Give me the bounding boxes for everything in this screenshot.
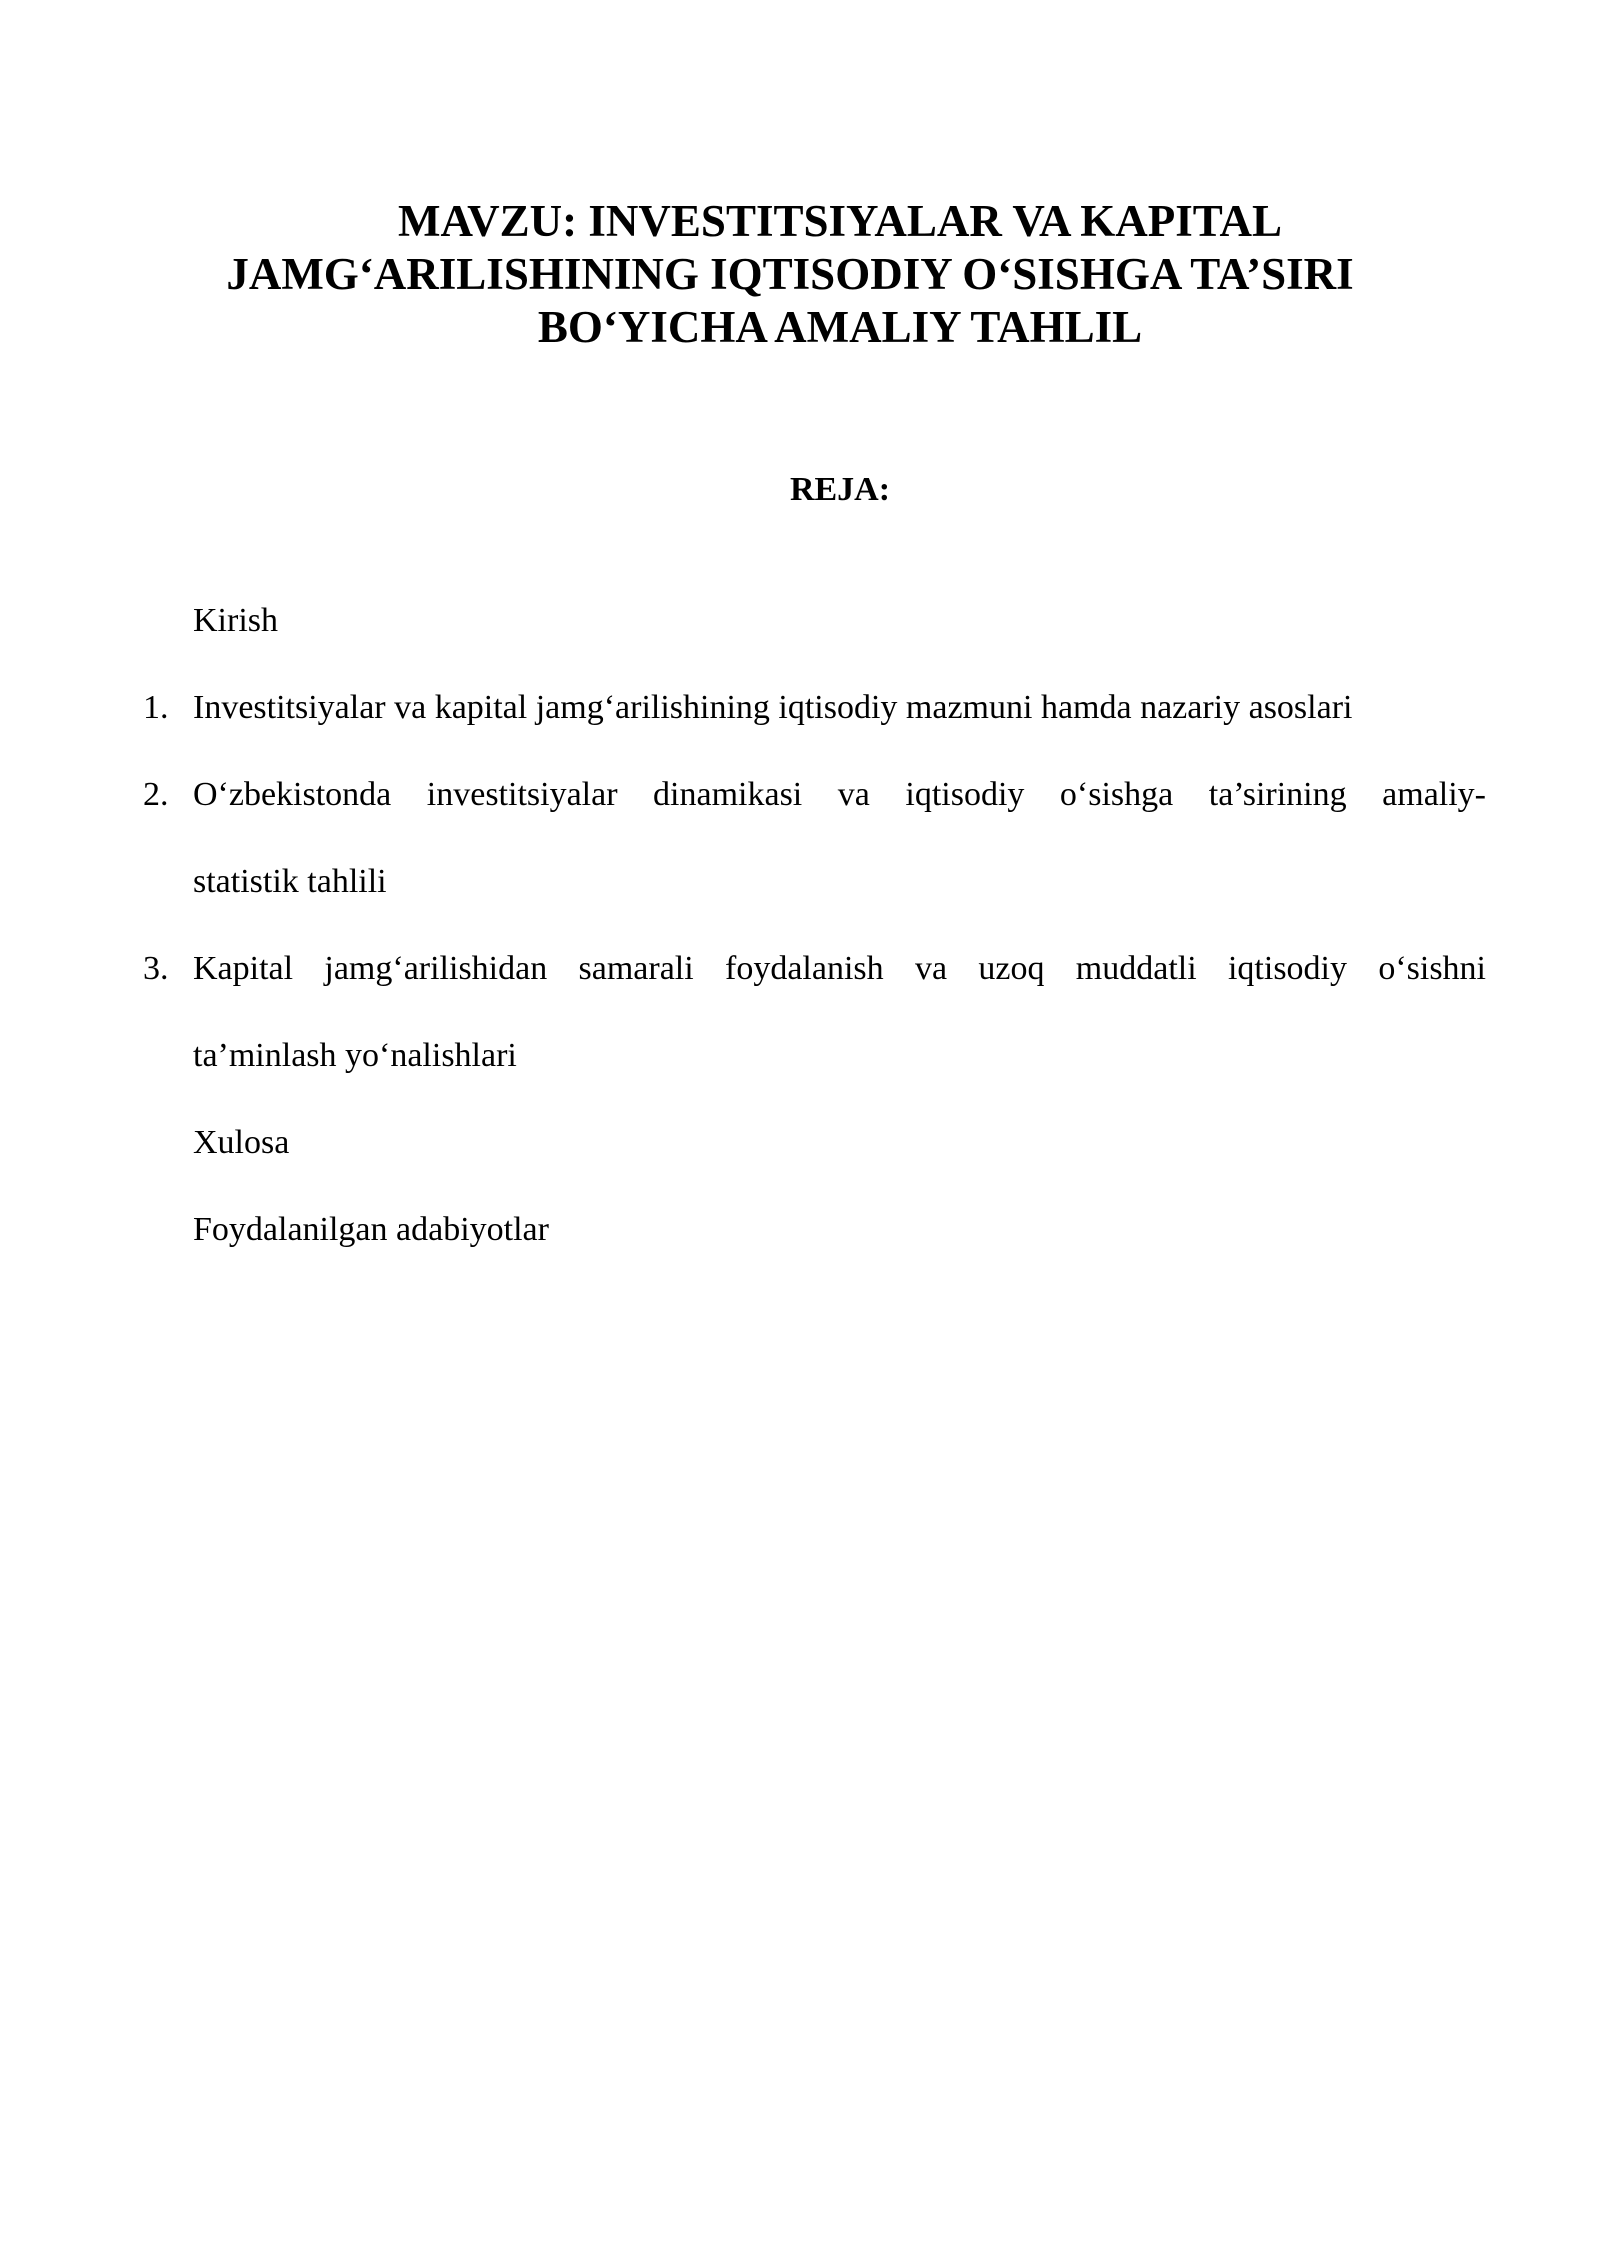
plan-item-3-line-1: Kapital jamg‘arilishidan samarali foydalanish va uzoq muddatli iqtisodiy o‘sishni <box>193 950 1486 987</box>
plan-references: Foydalanilgan adabiyotlar <box>193 1211 549 1248</box>
plan-item-2-line-1: O‘zbekistonda investitsiyalar dinamikasi va iqtisodiy o‘sishga ta’sirining amaliy- <box>193 776 1486 813</box>
plan-intro: Kirish <box>193 602 278 639</box>
plan-item-number: 2. <box>143 776 169 813</box>
title-line-1: MAVZU: INVESTITSIYALAR VA KAPITAL <box>397 196 1282 246</box>
plan-item-number: 3. <box>143 950 169 987</box>
plan-item-number: 1. <box>143 689 169 726</box>
plan-conclusion: Xulosa <box>193 1124 290 1161</box>
plan-item-1-line-1: Investitsiyalar va kapital jamg‘arilishining iqtisodiy mazmuni hamda nazariy asoslari <box>193 689 1353 726</box>
title-line-2: JAMG‘ARILISHINING IQTISODIY O‘SISHGA TA’SIRI <box>226 249 1354 299</box>
plan-heading: REJA: <box>789 471 891 508</box>
title-line-3: BO‘YICHA AMALIY TAHLIL <box>537 302 1143 352</box>
plan-item-2-line-2: statistik tahlili <box>193 863 387 900</box>
plan-item-3-line-2: ta’minlash yo‘nalishlari <box>193 1037 517 1074</box>
